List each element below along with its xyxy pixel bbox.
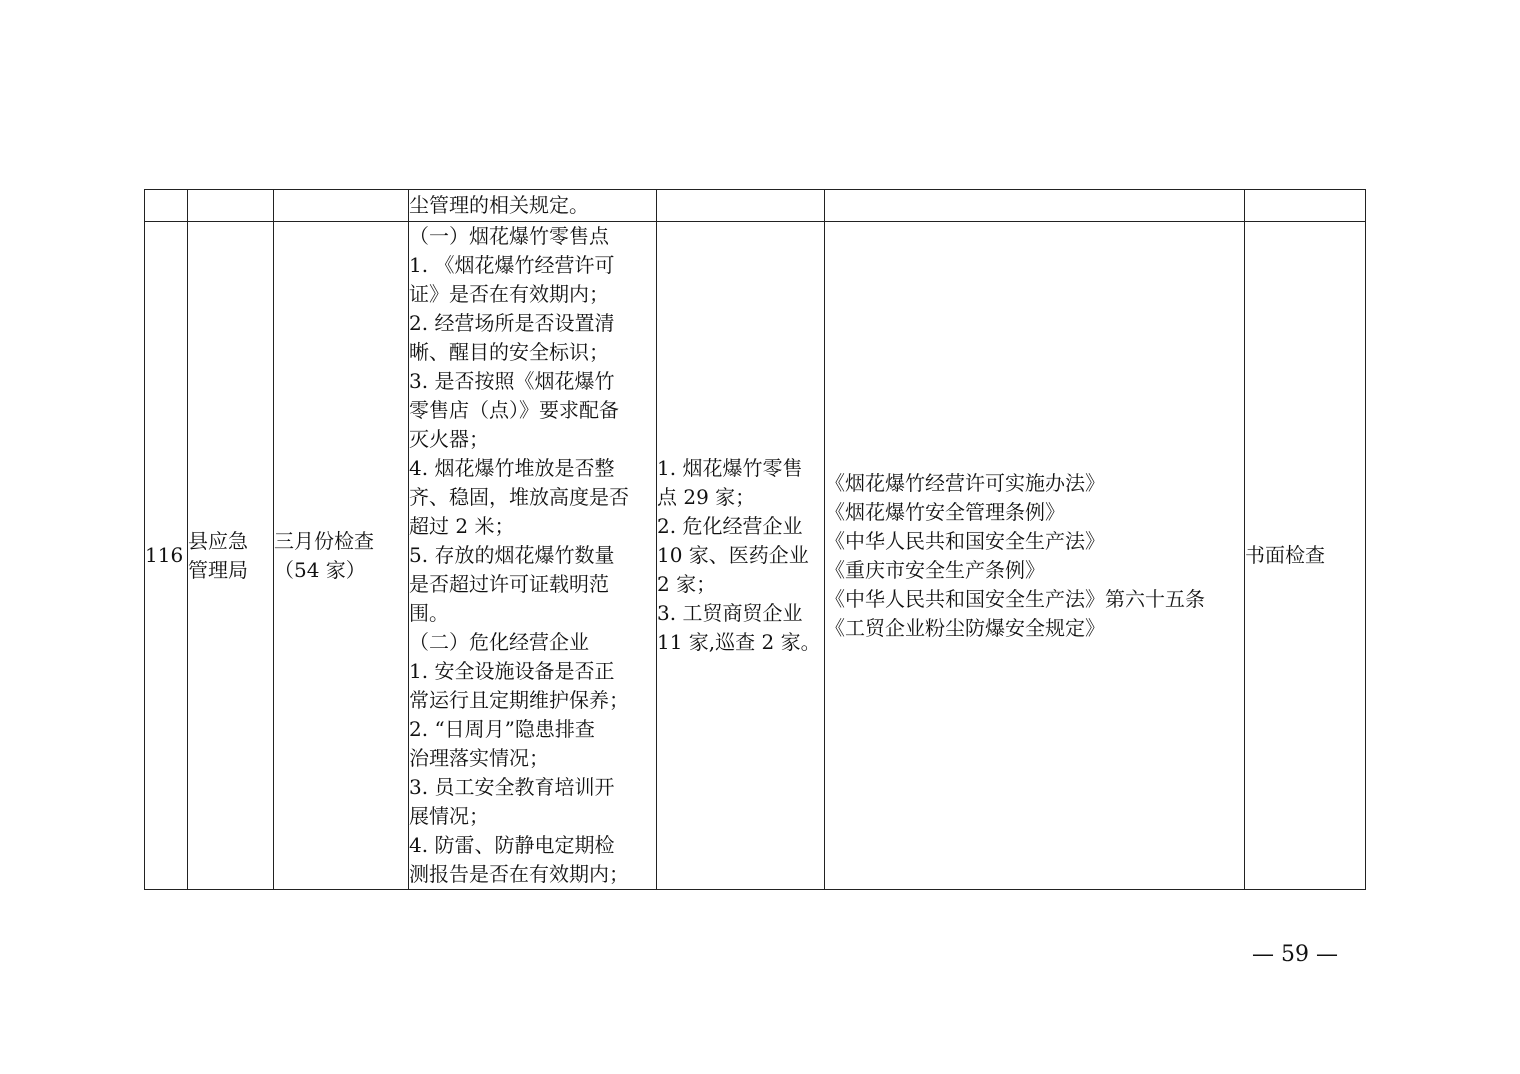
content-line: （一）烟花爆竹零售点 [409,224,609,248]
content-line: 治理落实情况； [409,746,549,770]
cell-target [657,190,825,222]
cell-content [409,190,657,222]
content-line: 4. 烟花爆竹堆放是否整 [409,456,615,480]
basis-line: 《烟花爆竹安全管理条例》 [825,499,1065,524]
content-line: 4. 防雷、防静电定期检 [409,833,615,857]
target-line: 10 家、医药企业 [657,543,809,567]
content-line: 齐、稳固，堆放高度是否 [409,485,629,509]
target-line: 3. 工贸商贸企业 [657,601,803,625]
content-line: 是否超过许可证载明范 [409,572,609,596]
content-line: 晰、醒目的安全标识； [409,340,609,364]
cell-basis [825,222,1245,890]
content-line: 3. 是否按照《烟花爆竹 [409,369,615,393]
department-line: 县应急 [188,528,248,553]
period-line: 三月份检查 [274,528,374,553]
table-row-continuation [145,190,1366,222]
content-line: 围。 [409,601,449,625]
target-line: 2. 危化经营企业 [657,514,803,538]
content-line: 常运行且定期维护保养； [409,688,629,712]
cell-method [1245,190,1366,222]
cell-target [657,222,825,890]
page-number: — 59 — [1252,942,1338,967]
basis-line: 《中华人民共和国安全生产法》 [825,528,1105,553]
cell-basis [825,190,1245,222]
cell-content [409,222,657,890]
cell-index [145,190,188,222]
content-line: 5. 存放的烟花爆竹数量 [409,543,615,567]
basis-line: 《中华人民共和国安全生产法》第六十五条 [825,586,1205,611]
period-line: （54 家） [274,557,366,582]
content-line: 尘管理的相关规定。 [409,193,589,217]
content-line: （二）危化经营企业 [409,630,589,654]
content-line: 展情况； [409,804,489,828]
table-row-116 [145,222,1366,890]
cell-department [188,190,274,222]
cell-method: 书面检查 [1245,222,1366,890]
inspection-table [144,189,1366,890]
content-line: 1. 安全设施设备是否正 [409,659,615,683]
department-line: 管理局 [188,557,248,582]
basis-line: 《重庆市安全生产条例》 [825,557,1045,582]
content-line: 超过 2 米； [409,514,515,538]
cell-department [188,222,274,890]
cell-period [274,190,409,222]
content-line: 证》是否在有效期内； [409,282,609,306]
content-line: 2. “日周月”隐患排查 [409,717,595,741]
basis-line: 《工贸企业粉尘防爆安全规定》 [825,615,1105,640]
content-line: 测报告是否在有效期内； [409,862,629,886]
target-line: 1. 烟花爆竹零售 [657,456,803,480]
basis-line: 《烟花爆竹经营许可实施办法》 [825,470,1105,495]
cell-index: 116 [145,222,188,890]
target-line: 11 家,巡查 2 家。 [657,630,821,654]
content-line: 零售店（点）》要求配备 [409,398,619,422]
content-line: 灭火器； [409,427,489,451]
target-line: 2 家； [657,572,717,596]
target-line: 点 29 家； [657,485,756,509]
cell-period [274,222,409,890]
content-line: 2. 经营场所是否设置清 [409,311,615,335]
content-line: 1. 《烟花爆竹经营许可 [409,253,615,277]
content-line: 3. 员工安全教育培训开 [409,775,615,799]
